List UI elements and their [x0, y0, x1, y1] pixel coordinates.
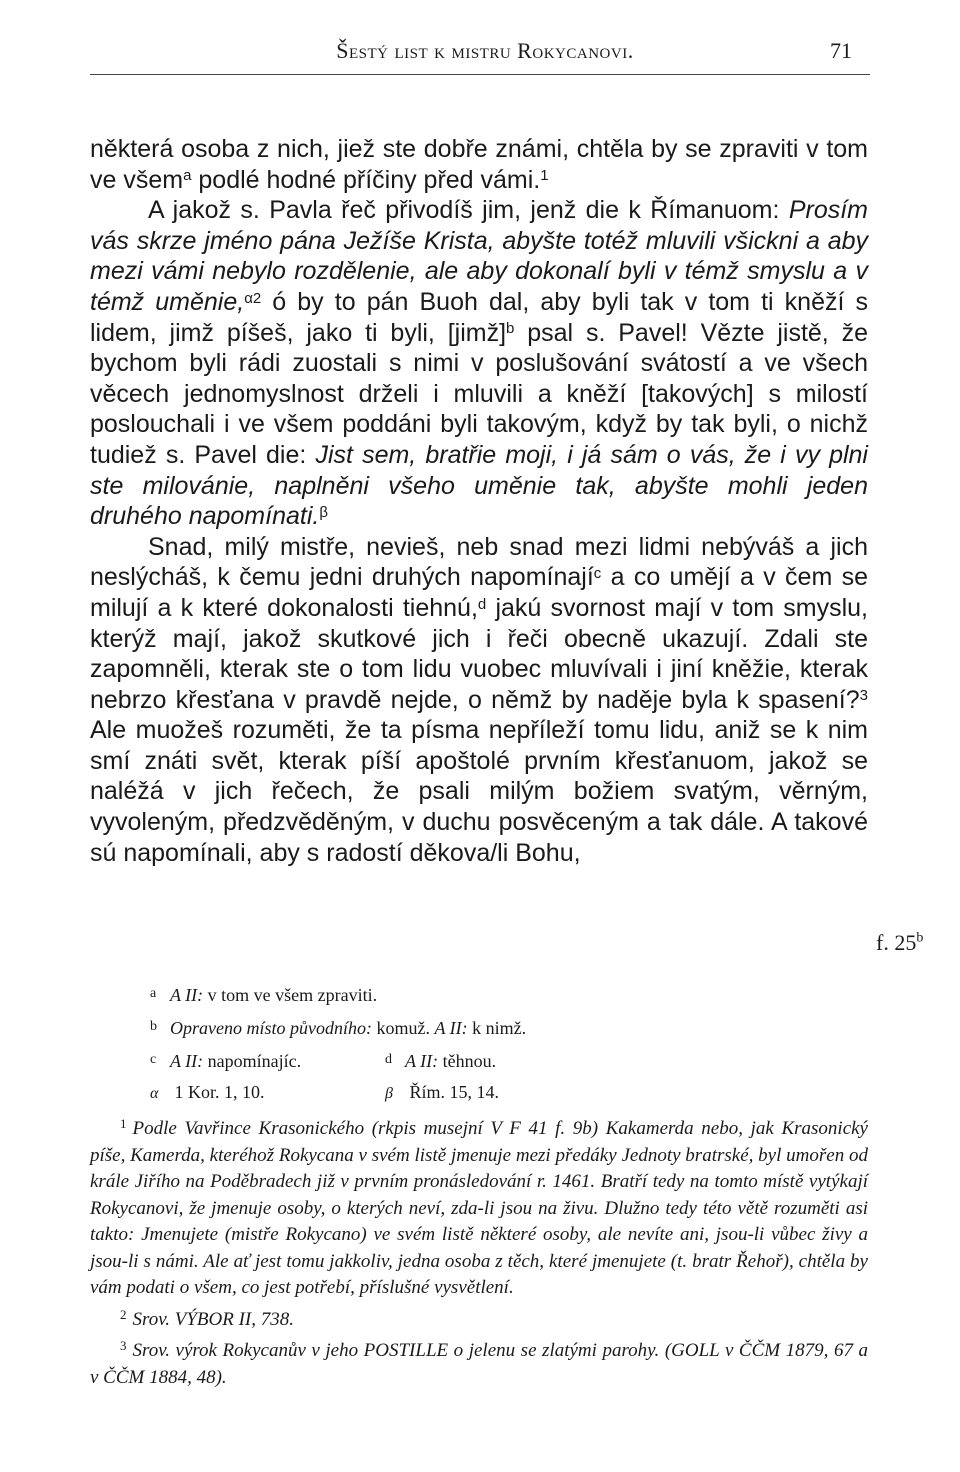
- footnote-text: Srov. výrok Rokycanův v jeho POSTILLE o jelenu se zlatými parohy. (GOLL v ČČM 1879, 67 a v ČČM 1884, 48).: [90, 1340, 868, 1388]
- bible-reference: 1 Kor. 1, 10.: [170, 1082, 265, 1102]
- footnote-2: [90, 1302, 868, 1334]
- manuscript-siglum: A II:: [170, 985, 204, 1005]
- paragraph-2: [90, 195, 868, 532]
- critical-apparatus: [150, 977, 870, 1109]
- variant-text: napomínajíc.: [203, 1051, 302, 1071]
- apparatus-mark: d: [477, 595, 487, 613]
- apparatus-entry: [150, 1076, 870, 1109]
- apparatus-entry: [385, 1076, 499, 1110]
- footnote-3: [90, 1333, 868, 1391]
- apparatus-mark: d: [385, 1052, 392, 1067]
- footnote-mark: 3: [859, 687, 868, 705]
- text-run: některá osoba z nich, jiež ste dobře známi, chtěla by se zpraviti v tom ve všem: [90, 135, 868, 194]
- footnote-number: 2: [120, 1306, 127, 1322]
- text-run: Ale muožeš rozuměti, že ta písma nepříleží tomu lidu, aniž se k nim smí znáti svět, kterak píší apoštolé prvním křesťanuom, jakož se naléžá v jich řečech, že psali milým božiem svatým, věrným, vyvoleným, předzvěděným, v duchu posvěceným a tak dále. A takové sú napomínali, aby s radostí děkova/li Bohu,: [90, 716, 868, 867]
- text-run: jakú svornost mají v tom smyslu, kterýž mají, jakož skutkové jich i řeči obecně ukazují. Zdali ste zapomněli, kterak ste o tom lidu vuobec mluvívali i jiní kněžie, kterak nebrzo křesťana v pravdě nejde, o němž by naděje byla k spasení?: [90, 593, 869, 714]
- variant-text: v tom ve všem zpraviti.: [203, 985, 378, 1005]
- text-run: ó by to pán Buoh dal, aby byli tak v tom ti kněží s lidem, jimž píšeš, jako ti byli, [jimž]: [90, 287, 869, 347]
- page-number: 71: [830, 38, 852, 63]
- apparatus-entry: [385, 1043, 496, 1078]
- manuscript-siglum: A II:: [434, 1018, 468, 1038]
- text-run: A jakož s. Pavla řeč přivodíš jim, jenž die k Římanuom:: [148, 196, 789, 225]
- apparatus-mark: b: [150, 1019, 157, 1034]
- footnote-text: Srov. VÝBOR II, 738.: [132, 1308, 294, 1330]
- page-header: [90, 38, 880, 72]
- bible-reference: Řím. 15, 14.: [405, 1082, 500, 1102]
- paragraph-3: [90, 532, 868, 869]
- footnote-mark: 1: [540, 167, 549, 185]
- text-run: podlé hodné příčiny před vámi.: [191, 165, 541, 194]
- footnote-1: [90, 1111, 868, 1302]
- apparatus-entry: [150, 1043, 870, 1076]
- quotation: Prosím vás skrze jméno pána Ježíše Krista, abyšte totéž mluvili všickni a aby mezi vámi nebylo rozdělenie, ale aby dokonalí byli v témž smyslu a v témž uměnie,: [90, 196, 868, 316]
- variant-text: těhnou.: [438, 1051, 497, 1071]
- footnotes: [90, 1111, 868, 1391]
- apparatus-mark: a: [150, 986, 157, 1001]
- footnote-number: 1: [120, 1116, 127, 1131]
- apparatus-mark: a: [183, 167, 192, 185]
- reference-mark: β: [319, 503, 328, 521]
- folio-number: f. 25: [876, 930, 917, 955]
- apparatus-mark: c: [150, 1052, 157, 1067]
- footnote-text: Podle Vavřince Krasonického (rkpis musejní V F 41 f. 9b) Kakamerda nebo, jak Krasonický píše, Kamerda, kteréhož Rokycana v svém listě jmenuje mezi předáky Jednoty bratrské, byl umořen od krále Jiřího na Poděbradech již v prvním pronásledování r. 1461. Bratří tedy na tomto místě vytýkají Rokycanovi, že jmenuje osoby, o kterých neví, zda-li jsou na živu. Dlužno tedy této větě rozuměti asi takto: Jmenujete (mistře Rokycano) ve svém listě některé osoby, ale nevíte ani, jsou-li vůbec živy a jsou-li s námi. Ale ať jest tomu jakkoliv, jedna osoba z těch, které jmenujete (t. bratr Řehoř), chtěla by vám podati o všem, co jest potřebí, příslušné vysvětlení.: [90, 1118, 868, 1298]
- reference-mark: α: [150, 1085, 159, 1102]
- apparatus-entry: [150, 1010, 870, 1043]
- correction-note: Opraveno místo původního:: [170, 1018, 372, 1038]
- manuscript-siglum: A II:: [405, 1051, 439, 1071]
- footnote-number: 3: [120, 1338, 127, 1353]
- text-run: psal s. Pavel! Vězte jistě, že bychom byli rádi zuostali s nimi v poslušování svátostí a ve všech věcech jednomyslnost drželi i mluvili a kněží [takových] s milostí poslouchali i ve všem poddáni byli takovým, když by tak byli, o nichž tudiež s. Pavel die:: [90, 318, 868, 469]
- running-title: Šestý list k mistru Rokycanovi.: [336, 38, 634, 63]
- folio-side: b: [916, 930, 924, 946]
- manuscript-siglum: A II:: [170, 1051, 204, 1071]
- paragraph-1: [90, 134, 868, 195]
- apparatus-mark: b: [506, 320, 515, 338]
- quotation: Jist sem, bratřie moji, i já sám o vás, že i vy plni ste milovánie, naplněni všeho uměnie tak, abyšte mohli jeden druhého napomínati.: [90, 440, 868, 531]
- header-rule: [90, 74, 870, 75]
- text-run: Snad, milý mistře, nevieš, neb snad mezi lidmi nebýváš a jich neslýcháš, k čemu jedni druhých napomínají: [90, 532, 868, 592]
- reference-mark: β: [385, 1085, 393, 1102]
- text-run: a co umějí a v čem se milují a k které dokonalosti tiehnú,: [90, 563, 868, 622]
- folio-margin-note: [876, 930, 923, 956]
- apparatus-entry: [150, 977, 870, 1010]
- apparatus-mark: c: [593, 564, 602, 582]
- variant-text: komuž.: [371, 1018, 435, 1038]
- reference-mark: α: [244, 289, 253, 307]
- main-text: [90, 134, 868, 868]
- footnote-mark: 2: [252, 289, 262, 307]
- variant-text: k nimž.: [467, 1018, 527, 1038]
